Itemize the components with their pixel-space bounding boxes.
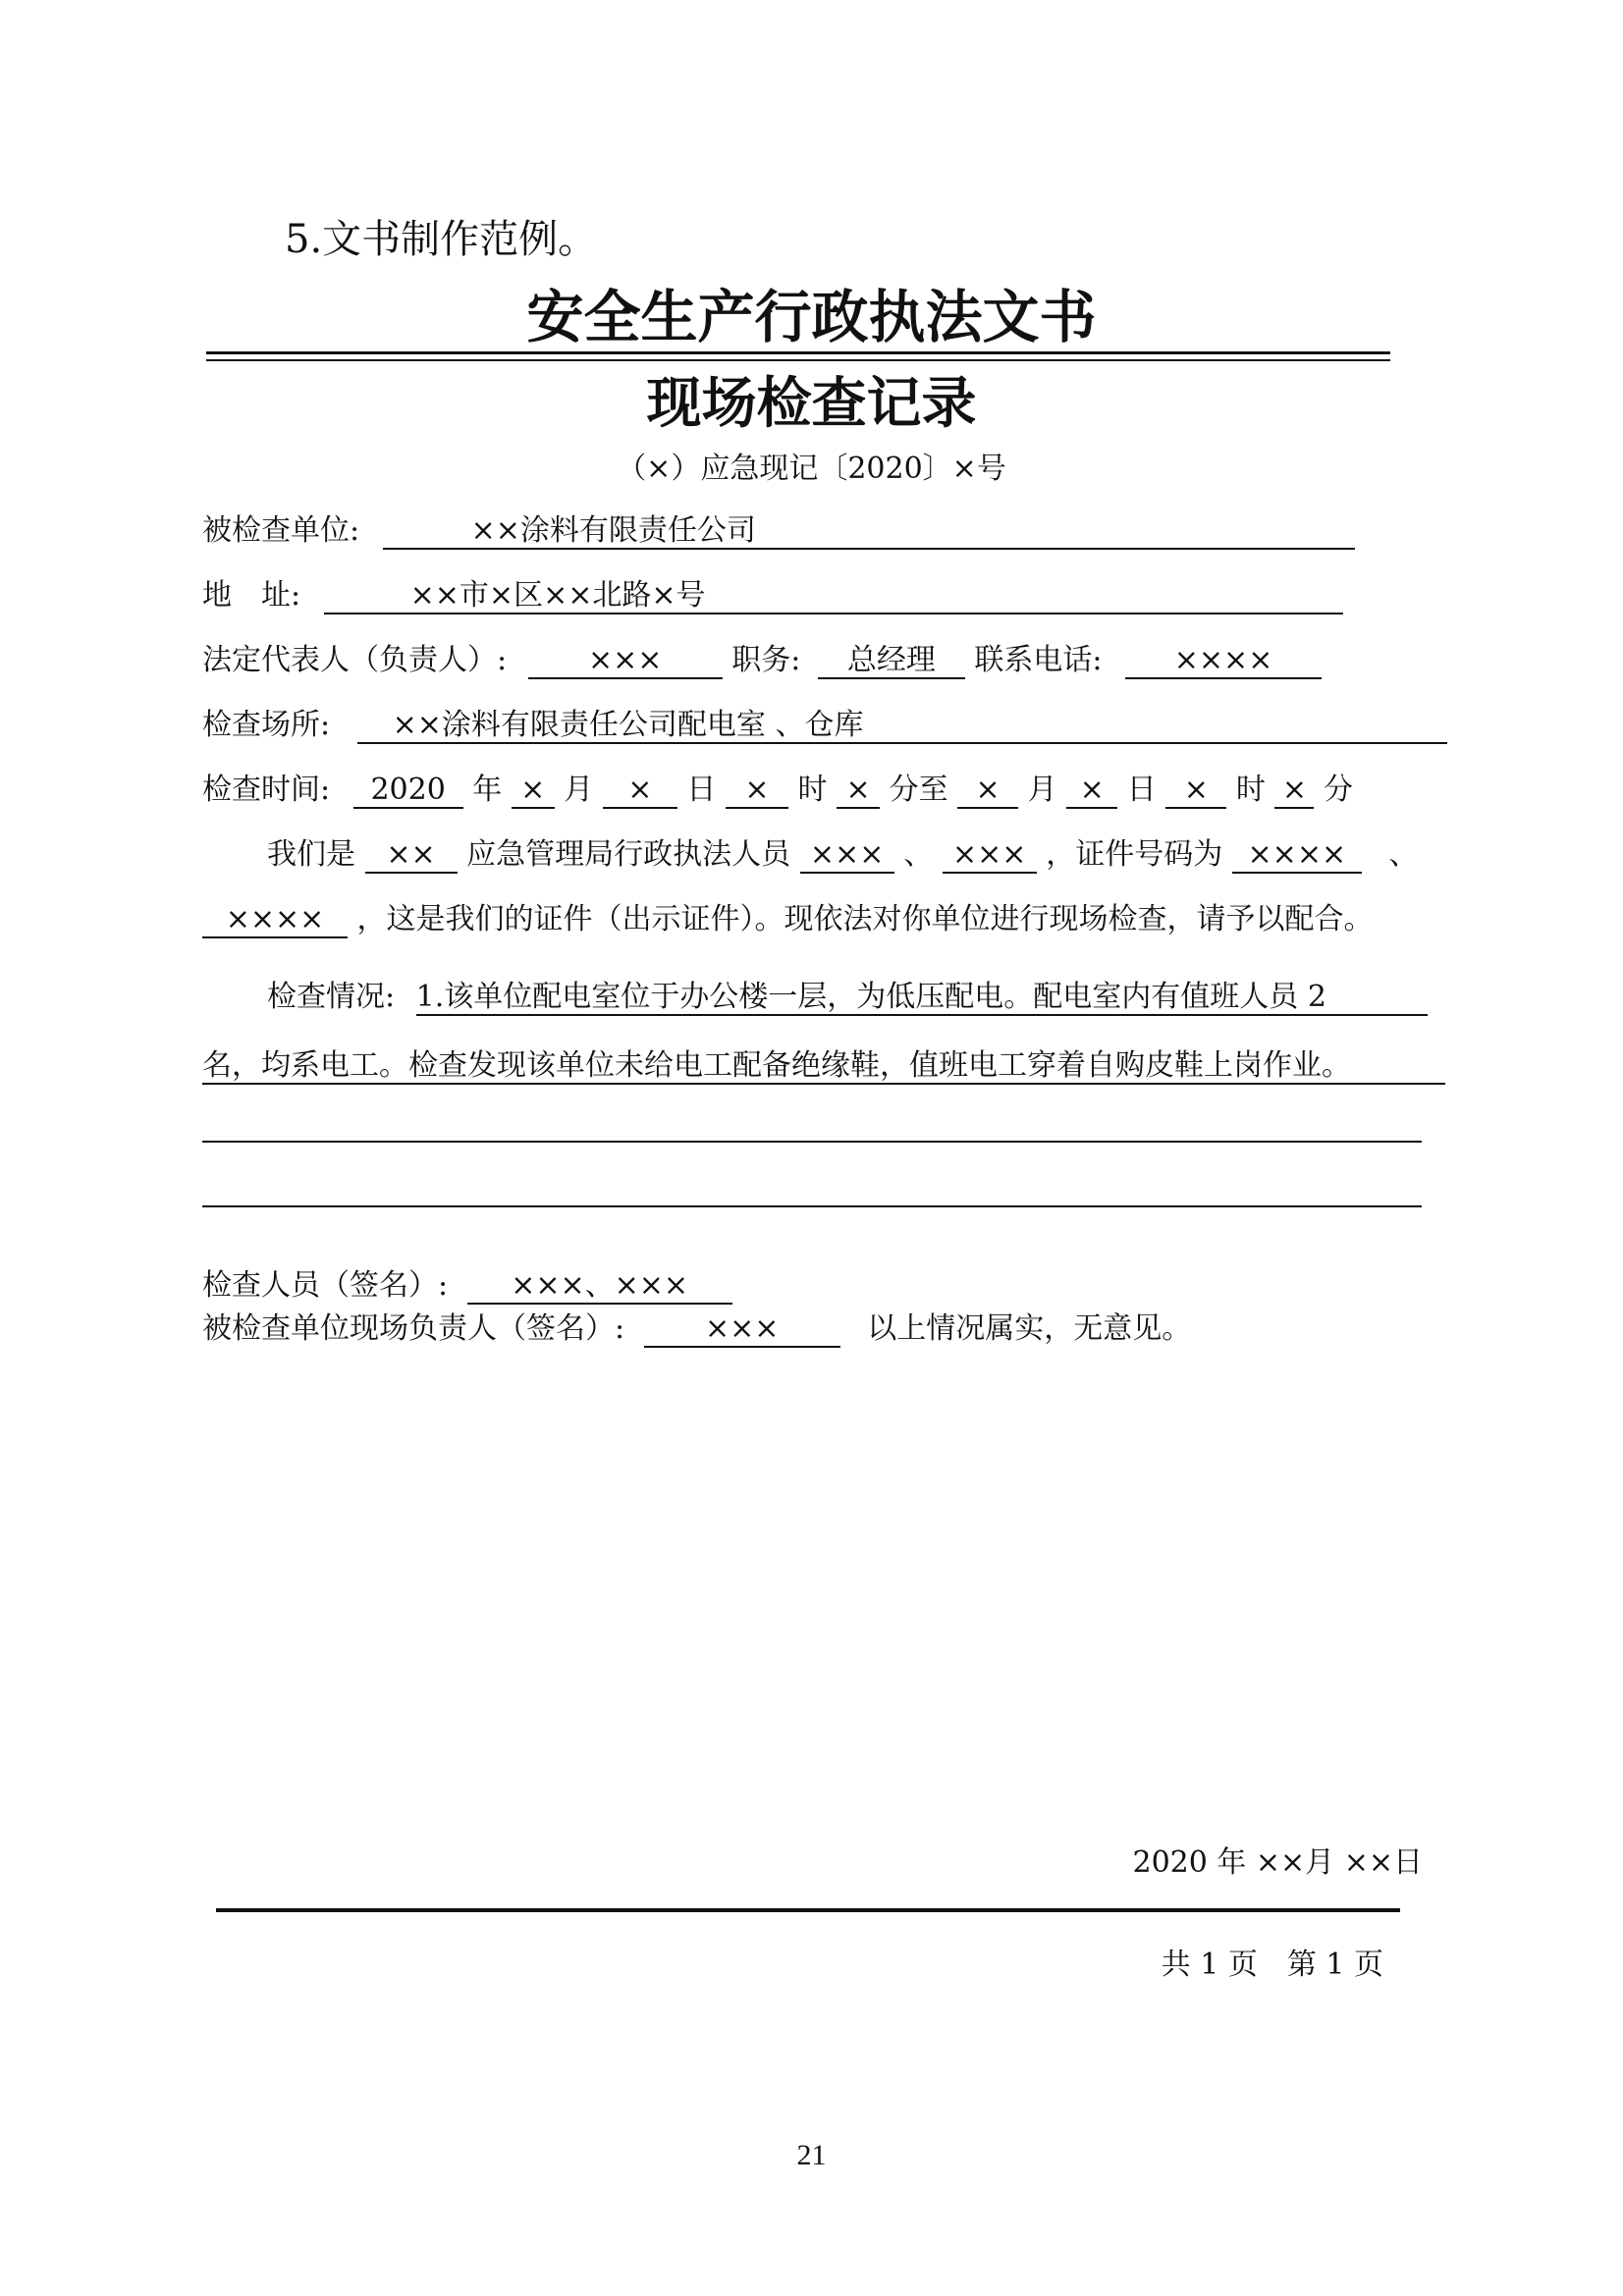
document-title: 安全生产行政执法文书 bbox=[526, 284, 1097, 350]
statement-role: 应急管理局行政执法人员 bbox=[466, 837, 791, 872]
certificate-2: ×××× bbox=[202, 903, 348, 938]
row-inspector-signature bbox=[202, 1268, 732, 1305]
time-minute-to: 分至 bbox=[889, 773, 948, 807]
time-hour: × bbox=[726, 774, 788, 809]
footer-rule bbox=[216, 1908, 1400, 1912]
document-subtitle: 现场检查记录 bbox=[646, 372, 977, 436]
confirmation-text: 以上情况属实，无意见。 bbox=[867, 1311, 1192, 1346]
document-number: （×）应急现记〔2020〕×号 bbox=[617, 452, 1006, 486]
statement-closing: ，这是我们的证件（出示证件）。现依法对你单位进行现场检查，请予以配合。 bbox=[356, 902, 1374, 936]
time-hour-end-unit: 时 bbox=[1235, 773, 1266, 807]
certificate-separator: 、 bbox=[1388, 837, 1419, 872]
time-minute-end-unit: 分 bbox=[1323, 773, 1353, 807]
unit-label: 被检查单位: bbox=[202, 513, 360, 548]
phone-label: 联系电话: bbox=[974, 643, 1103, 677]
statement-cert-intro: ，证件号码为 bbox=[1046, 837, 1223, 872]
inspector-label: 检查人员（签名）: bbox=[202, 1268, 449, 1303]
legal-rep-label: 法定代表人（负责人）: bbox=[202, 643, 508, 677]
row-legal-rep bbox=[202, 643, 1322, 679]
address-label: 地 址: bbox=[202, 578, 301, 613]
time-day-unit: 日 bbox=[686, 773, 717, 807]
certificate-1: ×××× bbox=[1232, 838, 1362, 874]
time-day: × bbox=[603, 774, 677, 809]
row-address bbox=[202, 578, 1343, 614]
responsible-label: 被检查单位现场负责人（签名）: bbox=[202, 1311, 625, 1346]
officer-2: ××× bbox=[943, 838, 1037, 874]
page-number: 21 bbox=[796, 2139, 827, 2171]
time-minute: × bbox=[837, 774, 880, 809]
row-inspection-time bbox=[202, 773, 1353, 809]
row-inspected-unit bbox=[202, 513, 1355, 550]
statement-intro: 我们是 bbox=[267, 837, 355, 872]
time-minute-end: × bbox=[1274, 774, 1314, 809]
row-responsible-signature bbox=[202, 1311, 1191, 1348]
page-count: 共 1 页 第 1 页 bbox=[1161, 1948, 1383, 1982]
title-rule-thick bbox=[206, 351, 1390, 354]
time-year-unit: 年 bbox=[472, 773, 503, 807]
unit-value: ××涂料有限责任公司 bbox=[383, 514, 1355, 550]
inspection-line-2 bbox=[202, 1048, 1445, 1085]
time-month: × bbox=[512, 774, 555, 809]
place-value: ××涂料有限责任公司配电室 、仓库 bbox=[357, 709, 1447, 744]
responsible-signature: ××× bbox=[644, 1312, 840, 1348]
blank-line-2 bbox=[202, 1205, 1422, 1207]
time-hour-end: × bbox=[1165, 774, 1226, 809]
position-value: 总经理 bbox=[818, 644, 965, 679]
address-value: ××市×区××北路×号 bbox=[324, 579, 1343, 614]
time-month-end-unit: 月 bbox=[1027, 773, 1057, 807]
document-date: 2020 年 ××月 ××日 bbox=[1132, 1845, 1423, 1880]
section-heading: 5.文书制作范例。 bbox=[285, 217, 598, 262]
time-month-unit: 月 bbox=[564, 773, 594, 807]
time-label: 检查时间: bbox=[202, 773, 331, 807]
inspection-line-1 bbox=[267, 980, 1428, 1016]
blank-line-1 bbox=[202, 1141, 1422, 1143]
legal-rep-value: ××× bbox=[528, 644, 723, 679]
inspector-signature: ×××、××× bbox=[467, 1269, 732, 1305]
inspection-text-1: 1.该单位配电室位于办公楼一层，为低压配电。配电室内有值班人员 2 bbox=[416, 981, 1428, 1016]
phone-value: ×××× bbox=[1125, 644, 1322, 679]
statement-line-2 bbox=[202, 902, 1374, 938]
time-year: 2020 bbox=[353, 774, 463, 809]
time-hour-unit: 时 bbox=[797, 773, 828, 807]
place-label: 检查场所: bbox=[202, 708, 331, 742]
position-label: 职务: bbox=[731, 643, 801, 677]
officer-1: ××× bbox=[800, 838, 894, 874]
row-inspection-place bbox=[202, 708, 1447, 744]
time-month-end: × bbox=[957, 774, 1018, 809]
statement-line-1 bbox=[267, 837, 1418, 874]
title-rule-thin bbox=[206, 359, 1390, 361]
inspection-text-2: 名，均系电工。检查发现该单位未给电工配备绝缘鞋，值班电工穿着自购皮鞋上岗作业。 bbox=[202, 1049, 1445, 1085]
agency-name: ×× bbox=[365, 838, 458, 874]
inspection-label: 检查情况: bbox=[267, 980, 396, 1014]
officer-separator: 、 bbox=[903, 837, 934, 872]
time-day-end-unit: 日 bbox=[1126, 773, 1157, 807]
time-day-end: × bbox=[1066, 774, 1117, 809]
